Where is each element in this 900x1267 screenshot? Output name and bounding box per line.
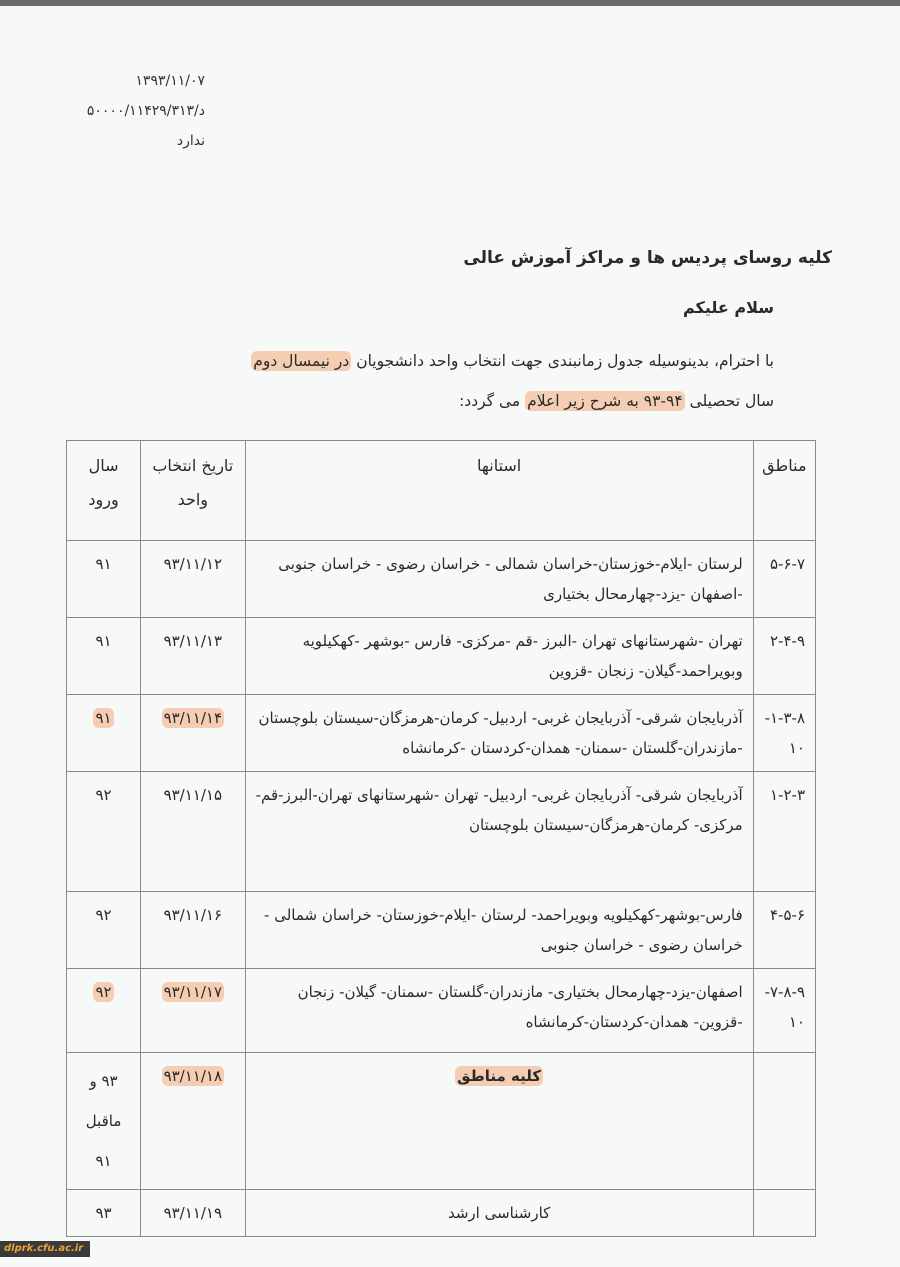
greeting: سلام علیکم — [682, 298, 774, 317]
body-line-1 — [104, 352, 774, 370]
cell-year: ۹۲ — [67, 892, 141, 969]
header-date: تاریخ انتخاب واحد — [141, 441, 245, 541]
body-line-2 — [104, 392, 774, 410]
header-regions: مناطق — [753, 441, 815, 541]
cell-year: ۹۲ — [67, 772, 141, 892]
cell-year: ۹۳ و ماقبل ۹۱ — [67, 1053, 141, 1190]
cell-year — [67, 695, 141, 772]
cell-regions — [753, 1053, 815, 1190]
cell-provinces: آذربایجان شرقی- آذربایجان غربی- اردبیل- تهران -شهرستانهای تهران-البرز-قم-مرکزی- کرمان-هرمزگان-سیستان بلوچستان — [245, 772, 753, 892]
letter-number: د/۵۰۰۰۰/۱۱۴۲۹/۳۱۳ — [86, 103, 205, 119]
cell-provinces: اصفهان-یزد-چهارمحال بختیاری- مازندران-گلستان -سمنان- گیلان- زنجان -قزوین- همدان-کردستان-کرمانشاه — [245, 969, 753, 1053]
table-row — [67, 695, 816, 772]
header-provinces: استانها — [245, 441, 753, 541]
cell-year: ۹۳ — [67, 1190, 141, 1237]
cell-regions — [753, 1190, 815, 1237]
table-row — [67, 541, 816, 618]
cell-provinces: تهران -شهرستانهای تهران -البرز -قم -مرکزی- فارس -بوشهر -کهکیلویه وبویراحمد-گیلان- زنجان -قزوین — [245, 618, 753, 695]
cell-regions: ۱-۲-۳ — [753, 772, 815, 892]
addressee: کلیه روسای پردیس ها و مراکز آموزش عالی — [463, 248, 832, 268]
highlighted-text: ۹۴-۹۳ به شرح زیر اعلام — [527, 392, 683, 410]
table-row — [67, 772, 816, 892]
highlighted-date: ۹۳/۱۱/۱۴ — [163, 709, 223, 727]
table-row — [67, 1190, 816, 1237]
cell-date: ۹۳/۱۱/۱۹ — [141, 1190, 245, 1237]
table-row — [67, 892, 816, 969]
cell-provinces: کارشناسی ارشد — [245, 1190, 753, 1237]
table-row — [67, 969, 816, 1053]
cell-date: ۹۳/۱۱/۱۵ — [141, 772, 245, 892]
cell-provinces: لرستان -ایلام-خوزستان-خراسان شمالی - خراسان رضوی - خراسان جنوبی -اصفهان -یزد-چهارمحال بختیاری — [245, 541, 753, 618]
header-year: سال ورود — [67, 441, 141, 541]
letter-attachment: ندارد — [176, 133, 205, 149]
cell-date — [141, 695, 245, 772]
cell-regions: ۷-۸-۹- ۱۰ — [753, 969, 815, 1053]
highlighted-year: ۹۲ — [95, 983, 112, 1001]
text: سال تحصیلی — [684, 392, 774, 410]
cell-provinces: فارس-بوشهر-کهکیلویه وبویراحمد- لرستان -ایلام-خوزستان- خراسان شمالی - خراسان رضوی - خراسان جنوبی — [245, 892, 753, 969]
watermark-logo: dlprk.cfu.ac.ir — [0, 1241, 90, 1257]
cell-regions: ۲-۴-۹ — [753, 618, 815, 695]
cell-date — [141, 969, 245, 1053]
cell-date — [141, 1053, 245, 1190]
cell-regions: ۱-۳-۸- ۱۰ — [753, 695, 815, 772]
highlighted-date: ۹۳/۱۱/۱۷ — [163, 983, 223, 1001]
cell-date: ۹۳/۱۱/۱۳ — [141, 618, 245, 695]
highlighted-text: کلیه مناطق — [457, 1067, 542, 1085]
cell-date: ۹۳/۱۱/۱۶ — [141, 892, 245, 969]
cell-date: ۹۳/۱۱/۱۲ — [141, 541, 245, 618]
table-header-row — [67, 441, 816, 541]
table-row — [67, 1053, 816, 1190]
letter-date: ۱۳۹۳/۱۱/۰۷ — [135, 73, 205, 89]
cell-provinces — [245, 1053, 753, 1190]
highlighted-text: در نیمسال دوم — [253, 352, 350, 370]
text: با احترام، بدینوسیله جدول زمانبندی جهت انتخاب واحد دانشجویان — [351, 352, 774, 370]
letter-meta — [40, 66, 205, 156]
table-row — [67, 618, 816, 695]
scan-top-edge — [0, 0, 900, 6]
cell-year: ۹۱ — [67, 618, 141, 695]
highlighted-year: ۹۱ — [95, 709, 112, 727]
cell-provinces: آذربایجان شرقی- آذربایجان غربی- اردبیل- کرمان-هرمزگان-سیستان بلوچستان -مازندران-گلستان -سمنان- همدان-کردستان -کرمانشاه — [245, 695, 753, 772]
cell-regions: ۵-۶-۷ — [753, 541, 815, 618]
cell-regions: ۴-۵-۶ — [753, 892, 815, 969]
cell-year: ۹۱ — [67, 541, 141, 618]
highlighted-date: ۹۳/۱۱/۱۸ — [163, 1067, 223, 1085]
schedule-table — [66, 440, 816, 1237]
cell-year — [67, 969, 141, 1053]
text: می گردد: — [459, 392, 526, 410]
